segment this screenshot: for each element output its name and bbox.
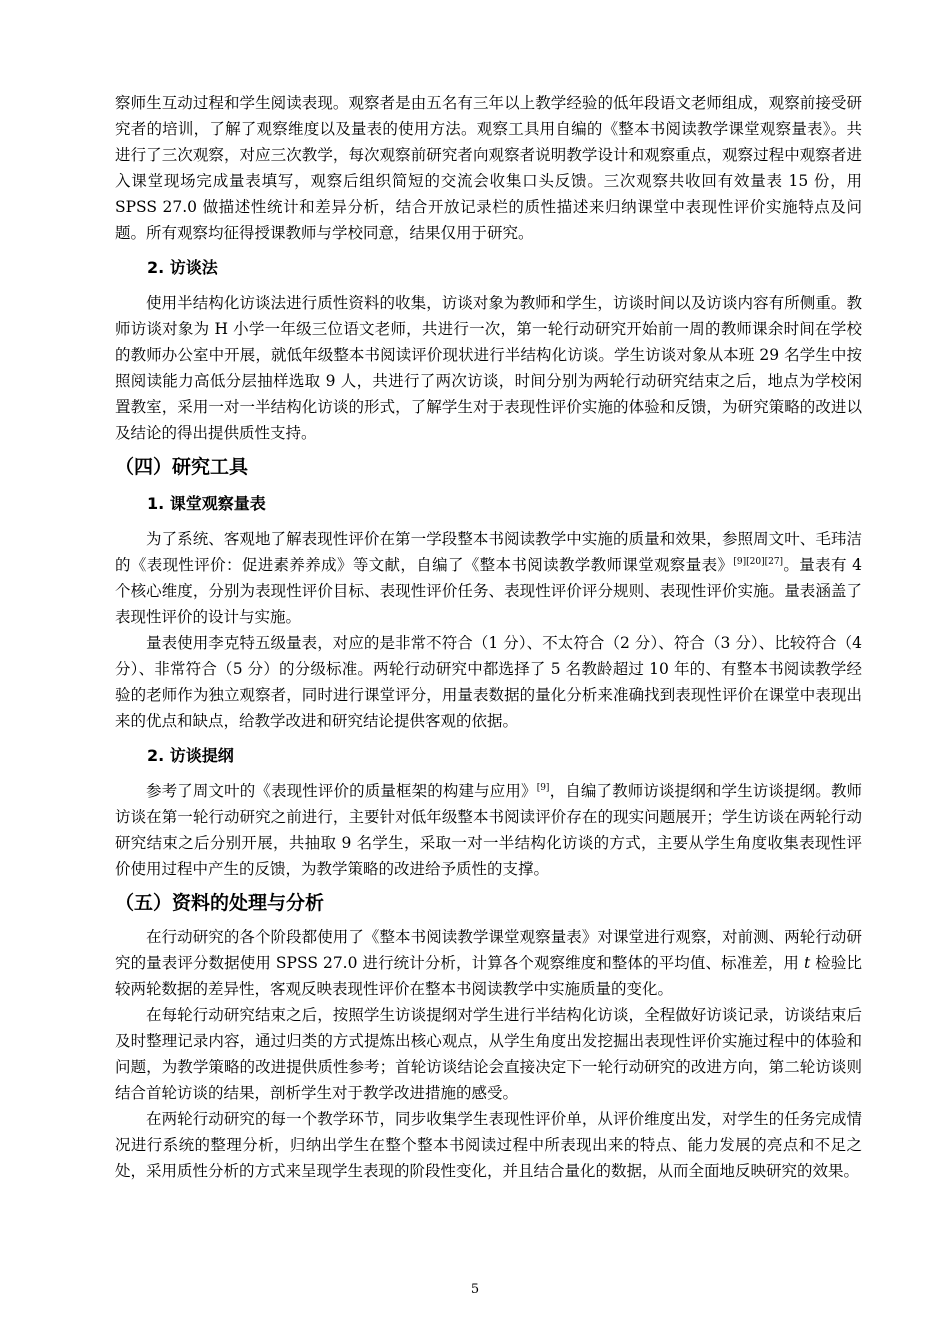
heading-interview-method: 2. 访谈法 (147, 258, 218, 277)
paragraph-data-evaluation-sheets: 在两轮行动研究的每一个教学环节，同步收集学生表现性评价单，从评价维度出发，对学生的任务完成情况进行系统的整理分析，归纳出学生在整个整本书阅读过程中所表现出来的特点、能力发展的亮点和不足之处，采用质性分析的方式来呈现学生表现的阶段性变化，并且结合量化的数据，从而全面地反映研究的效果。 (115, 1110, 862, 1180)
outline-text-b: ，自编了教师访谈提纲和学生访谈提纲。教师访谈在第一轮行动研究之前进行，主要针对低年级整本书阅读评价存在的现实问题展开；学生访谈在两轮行动研究结束之后分别开展，共抽取 9 名学生，采取一对一半结构化访谈的方式，主要从学生角度收集表现性评价使用过程中产生的反馈，为教学策略的改进给予质性的支撑。 (115, 782, 862, 878)
paragraph-data-interviews: 在每轮行动研究结束之后，按照学生访谈提纲对学生进行半结构化访谈，全程做好访谈记录，访谈结束后及时整理记录内容，通过归类的方式提炼出核心观点，从学生角度出发挖掘出表现性评价实施过程中的体验和问题，为教学策略的改进提供质性参考；首轮访谈结论会直接决定下一轮行动研究的改进方向，第二轮访谈则结合首轮访谈的结果，剖析学生对于教学改进措施的感受。 (115, 1006, 862, 1102)
heading-research-tools: （四）研究工具 (115, 456, 249, 478)
page-content (115, 90, 862, 1184)
data-text-a: 在行动研究的各个阶段都使用了《整本书阅读教学课堂观察量表》对课堂进行观察，对前测、两轮行动研究的量表评分数据使用 SPSS 27.0 进行统计分析，计算各个观察维度和整体的平均值、标准差，用 (115, 928, 862, 972)
paragraph-interview-method: 使用半结构化访谈法进行质性资料的收集，访谈对象为教师和学生，访谈时间以及访谈内容有所侧重。教师访谈对象为 H 小学一年级三位语文老师，共进行一次，第一轮行动研究开始前一周的教师课余时间在学校的教师办公室中开展，就低年级整本书阅读评价现状进行半结构化访谈。学生访谈对象从本班 29 名学生中按照阅读能力高低分层抽样选取 9 人，共进行了两次访谈，时间分别为两轮行动研究结束之后，地点为学校闲置教室，采用一对一半结构化访谈的形式，了解学生对于表现性评价实施的体验和反馈，为研究策略的改进以及结论的得出提供质性支持。 (115, 294, 862, 442)
scale-text-b: 。量表有 4 个核心维度，分别为表现性评价目标、表现性评价任务、表现性评价评分规则、表现性评价实施。量表涵盖了表现性评价的设计与实施。 (115, 556, 862, 626)
citation-ref: [9] (536, 782, 550, 793)
outline-text-a: 参考了周文叶的《表现性评价的质量框架的构建与应用》 (146, 782, 537, 800)
scale-text-a: 为了系统、客观地了解表现性评价在第一学段整本书阅读教学中实施的质量和效果，参照周文叶、毛玮洁的《表现性评价：促进素养养成》等文献，自编了《整本书阅读教学教师课堂观察量表》 (115, 530, 862, 574)
page-number: 5 (470, 1282, 480, 1297)
paragraph-interview-outline (115, 778, 862, 882)
heading-data-analysis: （五）资料的处理与分析 (115, 892, 325, 914)
paragraph-scale-likert: 量表使用李克特五级量表，对应的是非常不符合（1 分）、不太符合（2 分）、符合（3 分）、比较符合（4 分）、非常符合（5 分）的分级标准。两轮行动研究中都选择了 5 名教龄超过 10 年的、有整本书阅读教学经验的老师作为独立观察者，同时进行课堂评分，用量表数据的量化分析来准确找到表现性评价在课堂中表现出来的优点和缺点，给教学改进和研究结论提供客观的依据。 (115, 634, 862, 730)
heading-observation-scale: 1. 课堂观察量表 (147, 494, 266, 513)
paragraph-scale-design (115, 526, 862, 630)
data-text-b: 检验比较两轮数据的差异性，客观反映表现性评价在整本书阅读教学中实施质量的变化。 (115, 954, 862, 998)
paragraph-data-quantitative (115, 924, 862, 1002)
t-test-symbol: t (804, 954, 811, 972)
heading-interview-outline: 2. 访谈提纲 (147, 746, 234, 765)
paragraph-observation-continued: 察师生互动过程和学生阅读表现。观察者是由五名有三年以上教学经验的低年段语文老师组成，观察前接受研究者的培训，了解了观察维度以及量表的使用方法。观察工具用自编的《整本书阅读教学课堂观察量表》。共进行了三次观察，对应三次教学，每次观察前研究者向观察者说明教学设计和观察重点，观察过程中观察者进入课堂现场完成量表填写，观察后组织简短的交流会收集口头反馈。三次观察共收回有效量表 15 份，用 SPSS 27.0 做描述性统计和差异分析，结合开放记录栏的质性描述来归纳课堂中表现性评价实施特点及问题。所有观察均征得授课教师与学校同意，结果仅用于研究。 (115, 94, 862, 242)
citation-ref: [9][20][27] (733, 556, 784, 567)
